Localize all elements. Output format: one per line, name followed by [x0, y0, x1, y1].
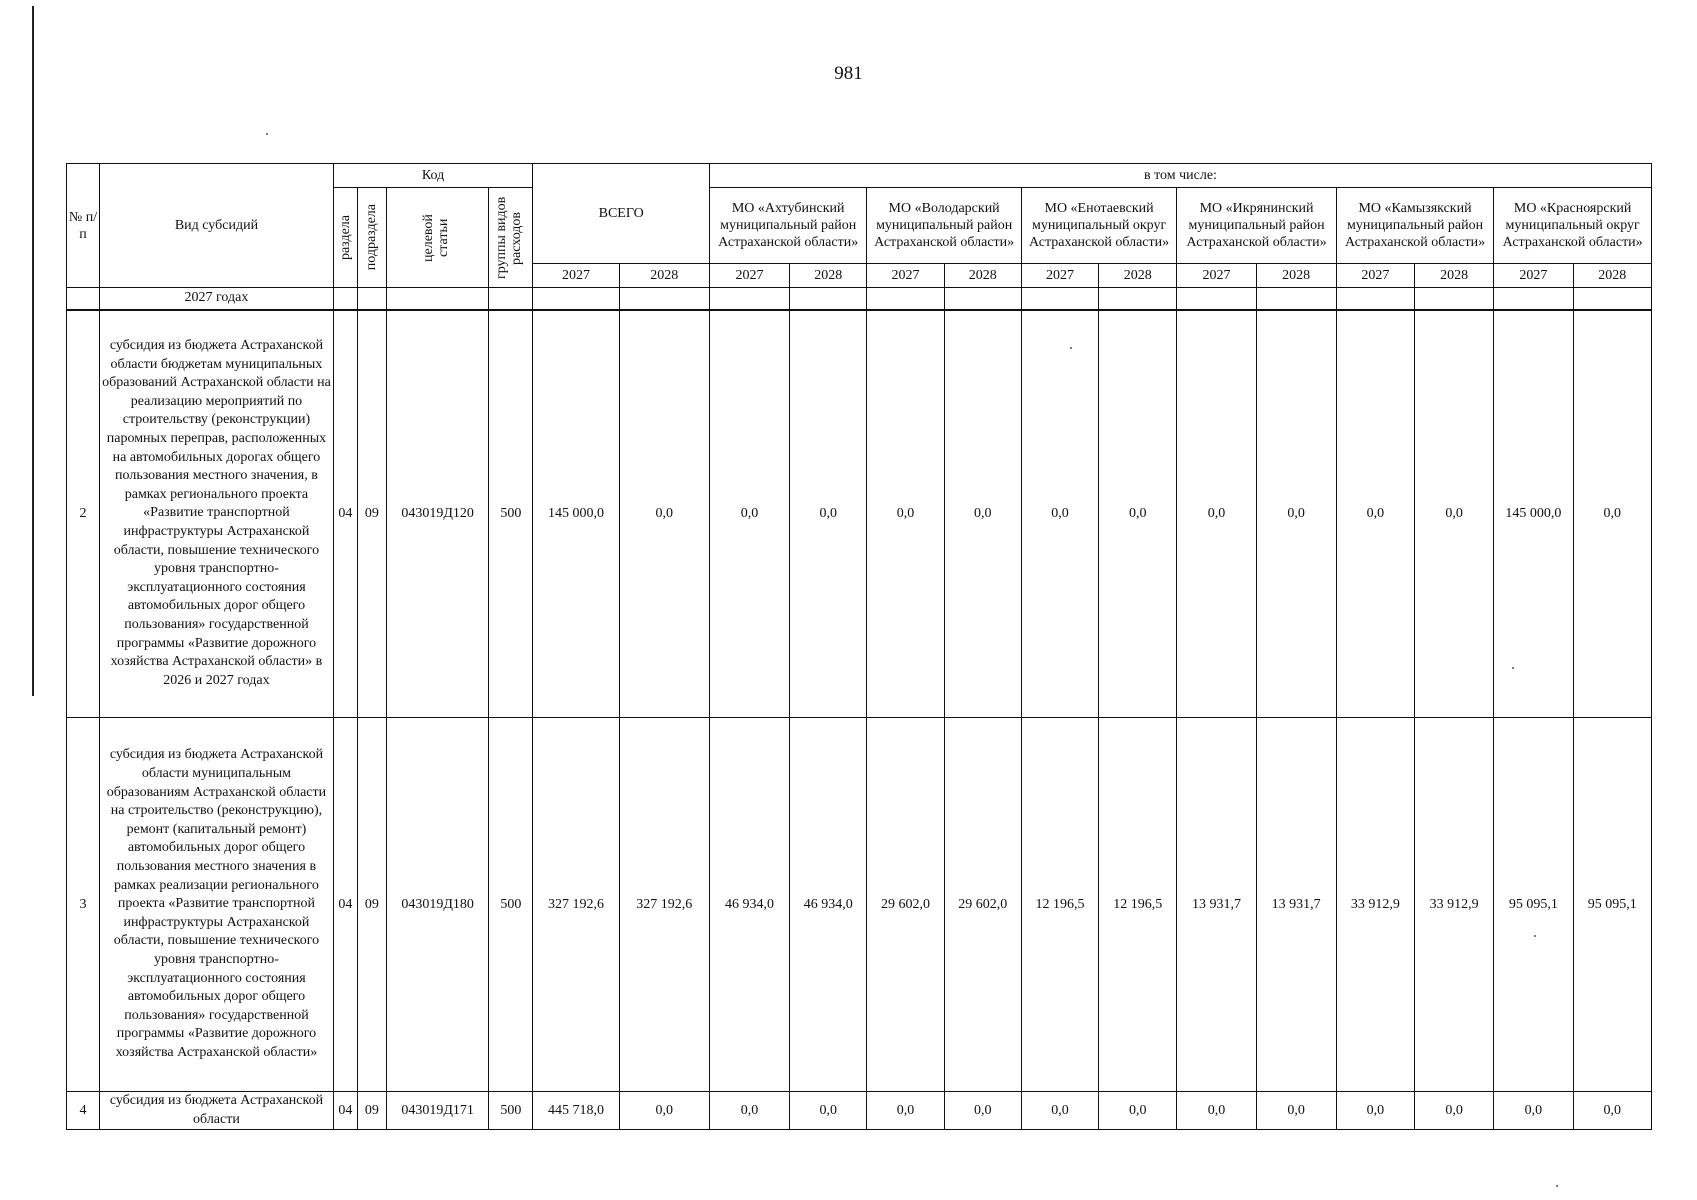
row-value: 13 931,7 [1177, 718, 1256, 1092]
header-code-subsection [357, 188, 386, 288]
header-code-section [333, 188, 357, 288]
row-value: 33 912,9 [1415, 718, 1494, 1092]
row-description: субсидия из бюджета Астраханской области муниципальным образованиям Астраханской области на строительство (реконструкцию), ремонт (капитальный ремонт) автомобильных дорог общего пользования местного значения в рамках реализации регионального проекта «Развитие транспортной инфраструктуры Астраханской области, повышение технического уровня транспортно-эксплуатационного состояния автомобильных дорог общего пользования» государственной программы «Развитие дорожного хозяйства Астраханской области» [100, 718, 334, 1092]
header-code-group [489, 188, 533, 288]
header-year: 2027 [1494, 264, 1573, 288]
continuation-cell [1177, 288, 1256, 310]
row-subsection: 09 [357, 310, 386, 718]
row-section: 04 [333, 1092, 357, 1130]
continuation-cell [1099, 288, 1177, 310]
row-value: 0,0 [619, 310, 709, 718]
table-row [67, 310, 1652, 718]
row-value: 0,0 [867, 1092, 944, 1130]
continuation-cell [1021, 288, 1098, 310]
continuation-cell [867, 288, 944, 310]
row-value: 0,0 [1336, 310, 1414, 718]
row-value: 46 934,0 [790, 718, 867, 1092]
row-value: 145 000,0 [1494, 310, 1573, 718]
row-value: 0,0 [1177, 1092, 1256, 1130]
row-value: 0,0 [1177, 310, 1256, 718]
continuation-cell [709, 288, 789, 310]
continuation-text: 2027 годах [100, 288, 334, 310]
row-value: 145 000,0 [533, 310, 619, 718]
row-subsection: 09 [357, 718, 386, 1092]
row-value: 0,0 [619, 1092, 709, 1130]
row-value: 0,0 [1336, 1092, 1414, 1130]
row-value: 0,0 [790, 1092, 867, 1130]
row-value: 0,0 [1494, 1092, 1573, 1130]
continuation-cell [386, 288, 488, 310]
scan-speck [266, 133, 268, 135]
header-code-target-label: целевой статьи [420, 213, 451, 262]
row-value: 0,0 [944, 310, 1021, 718]
row-value: 327 192,6 [619, 718, 709, 1092]
row-value: 29 602,0 [867, 718, 944, 1092]
row-value: 445 718,0 [533, 1092, 619, 1130]
row-group: 500 [489, 310, 533, 718]
row-target: 043019Д180 [386, 718, 488, 1092]
continuation-cell [1494, 288, 1573, 310]
row-value: 0,0 [1021, 310, 1098, 718]
row-value: 13 931,7 [1256, 718, 1336, 1092]
header-year: 2027 [709, 264, 789, 288]
row-value: 0,0 [1256, 310, 1336, 718]
header-code-group-label: группы видов расходов [493, 196, 524, 279]
header-code-subsection-label: подраздела [364, 204, 380, 271]
header-municipality: МО «Енотаевский муниципальный округ Астраханской области» [1021, 188, 1176, 264]
row-value: 0,0 [709, 310, 789, 718]
row-number: 4 [67, 1092, 100, 1130]
row-value: 0,0 [709, 1092, 789, 1130]
header-including: в том числе: [709, 164, 1651, 188]
scan-margin-line [32, 6, 34, 696]
header-year: 2027 [1021, 264, 1098, 288]
row-value: 0,0 [867, 310, 944, 718]
header-year: 2028 [1573, 264, 1652, 288]
continuation-cell [67, 288, 100, 310]
continuation-cell [333, 288, 357, 310]
continuation-cell [790, 288, 867, 310]
scan-speck [1556, 1185, 1558, 1187]
row-section: 04 [333, 310, 357, 718]
continuation-cell [1256, 288, 1336, 310]
header-year: 2028 [619, 264, 709, 288]
row-value: 29 602,0 [944, 718, 1021, 1092]
row-group: 500 [489, 718, 533, 1092]
header-municipality: МО «Володарский муниципальный район Астраханской области» [867, 188, 1021, 264]
table-row [67, 718, 1652, 1092]
header-year: 2028 [944, 264, 1021, 288]
row-value: 0,0 [1573, 310, 1652, 718]
row-value: 95 095,1 [1573, 718, 1652, 1092]
header-year: 2028 [790, 264, 867, 288]
header-municipality: МО «Красноярский муниципальный округ Астраханской области» [1494, 188, 1652, 264]
header-code: Код [333, 164, 533, 188]
row-value: 95 095,1 [1494, 718, 1573, 1092]
row-description: субсидия из бюджета Астраханской области [100, 1092, 334, 1130]
page-number: 981 [834, 63, 863, 84]
row-value: 12 196,5 [1099, 718, 1177, 1092]
header-municipality: МО «Икрянинский муниципальный район Астраханской области» [1177, 188, 1336, 264]
header-kind: Вид субсидий [100, 164, 334, 288]
row-target: 043019Д171 [386, 1092, 488, 1130]
row-value: 0,0 [1573, 1092, 1652, 1130]
header-year: 2028 [1415, 264, 1494, 288]
row-value: 0,0 [1099, 1092, 1177, 1130]
row-value: 0,0 [1021, 1092, 1098, 1130]
row-section: 04 [333, 718, 357, 1092]
header-no: № п/п [67, 164, 100, 288]
row-value: 0,0 [1415, 310, 1494, 718]
continuation-cell [357, 288, 386, 310]
continuation-cell [489, 288, 533, 310]
row-value: 327 192,6 [533, 718, 619, 1092]
header-municipality: МО «Ахтубинский муниципальный район Астраханской области» [709, 188, 866, 264]
row-value: 0,0 [1099, 310, 1177, 718]
header-code-target [386, 188, 488, 288]
row-value: 33 912,9 [1336, 718, 1414, 1092]
header-year: 2028 [1256, 264, 1336, 288]
table-row [67, 1092, 1652, 1130]
row-number: 3 [67, 718, 100, 1092]
row-target: 043019Д120 [386, 310, 488, 718]
row-description: субсидия из бюджета Астраханской области бюджетам муниципальных образований Астраханской области на реализацию мероприятий по строительству (реконструкции) паромных переправ, расположенных на автомобильных дорогах общего пользования местного значения, в рамках регионального проекта «Развитие транспортной инфраструктуры Астраханской области, повышение технического уровня транспортно-эксплуатационного состояния автомобильных дорог общего пользования» государственной программы «Развитие дорожного хозяйства Астраханской области» в 2026 и 2027 годах [100, 310, 334, 718]
header-row-1 [67, 164, 1652, 188]
header-code-section-label: раздела [337, 214, 353, 261]
header-municipality: МО «Камызякский муниципальный район Астраханской области» [1336, 188, 1493, 264]
header-year: 2027 [1177, 264, 1256, 288]
header-total: ВСЕГО [533, 164, 710, 264]
row-value: 0,0 [1256, 1092, 1336, 1130]
continuation-cell [1336, 288, 1414, 310]
row-value: 12 196,5 [1021, 718, 1098, 1092]
subsidies-table [66, 163, 1652, 1130]
row-group: 500 [489, 1092, 533, 1130]
continuation-cell [1573, 288, 1652, 310]
row-value: 0,0 [790, 310, 867, 718]
header-year: 2027 [867, 264, 944, 288]
header-year: 2028 [1099, 264, 1177, 288]
row-value: 0,0 [1415, 1092, 1494, 1130]
row-value: 46 934,0 [709, 718, 789, 1092]
continuation-cell [619, 288, 709, 310]
continuation-cell [533, 288, 619, 310]
row-number: 2 [67, 310, 100, 718]
row-subsection: 09 [357, 1092, 386, 1130]
continuation-cell [944, 288, 1021, 310]
header-year: 2027 [533, 264, 619, 288]
row-value: 0,0 [944, 1092, 1021, 1130]
header-year: 2027 [1336, 264, 1414, 288]
continuation-row [67, 288, 1652, 310]
continuation-cell [1415, 288, 1494, 310]
